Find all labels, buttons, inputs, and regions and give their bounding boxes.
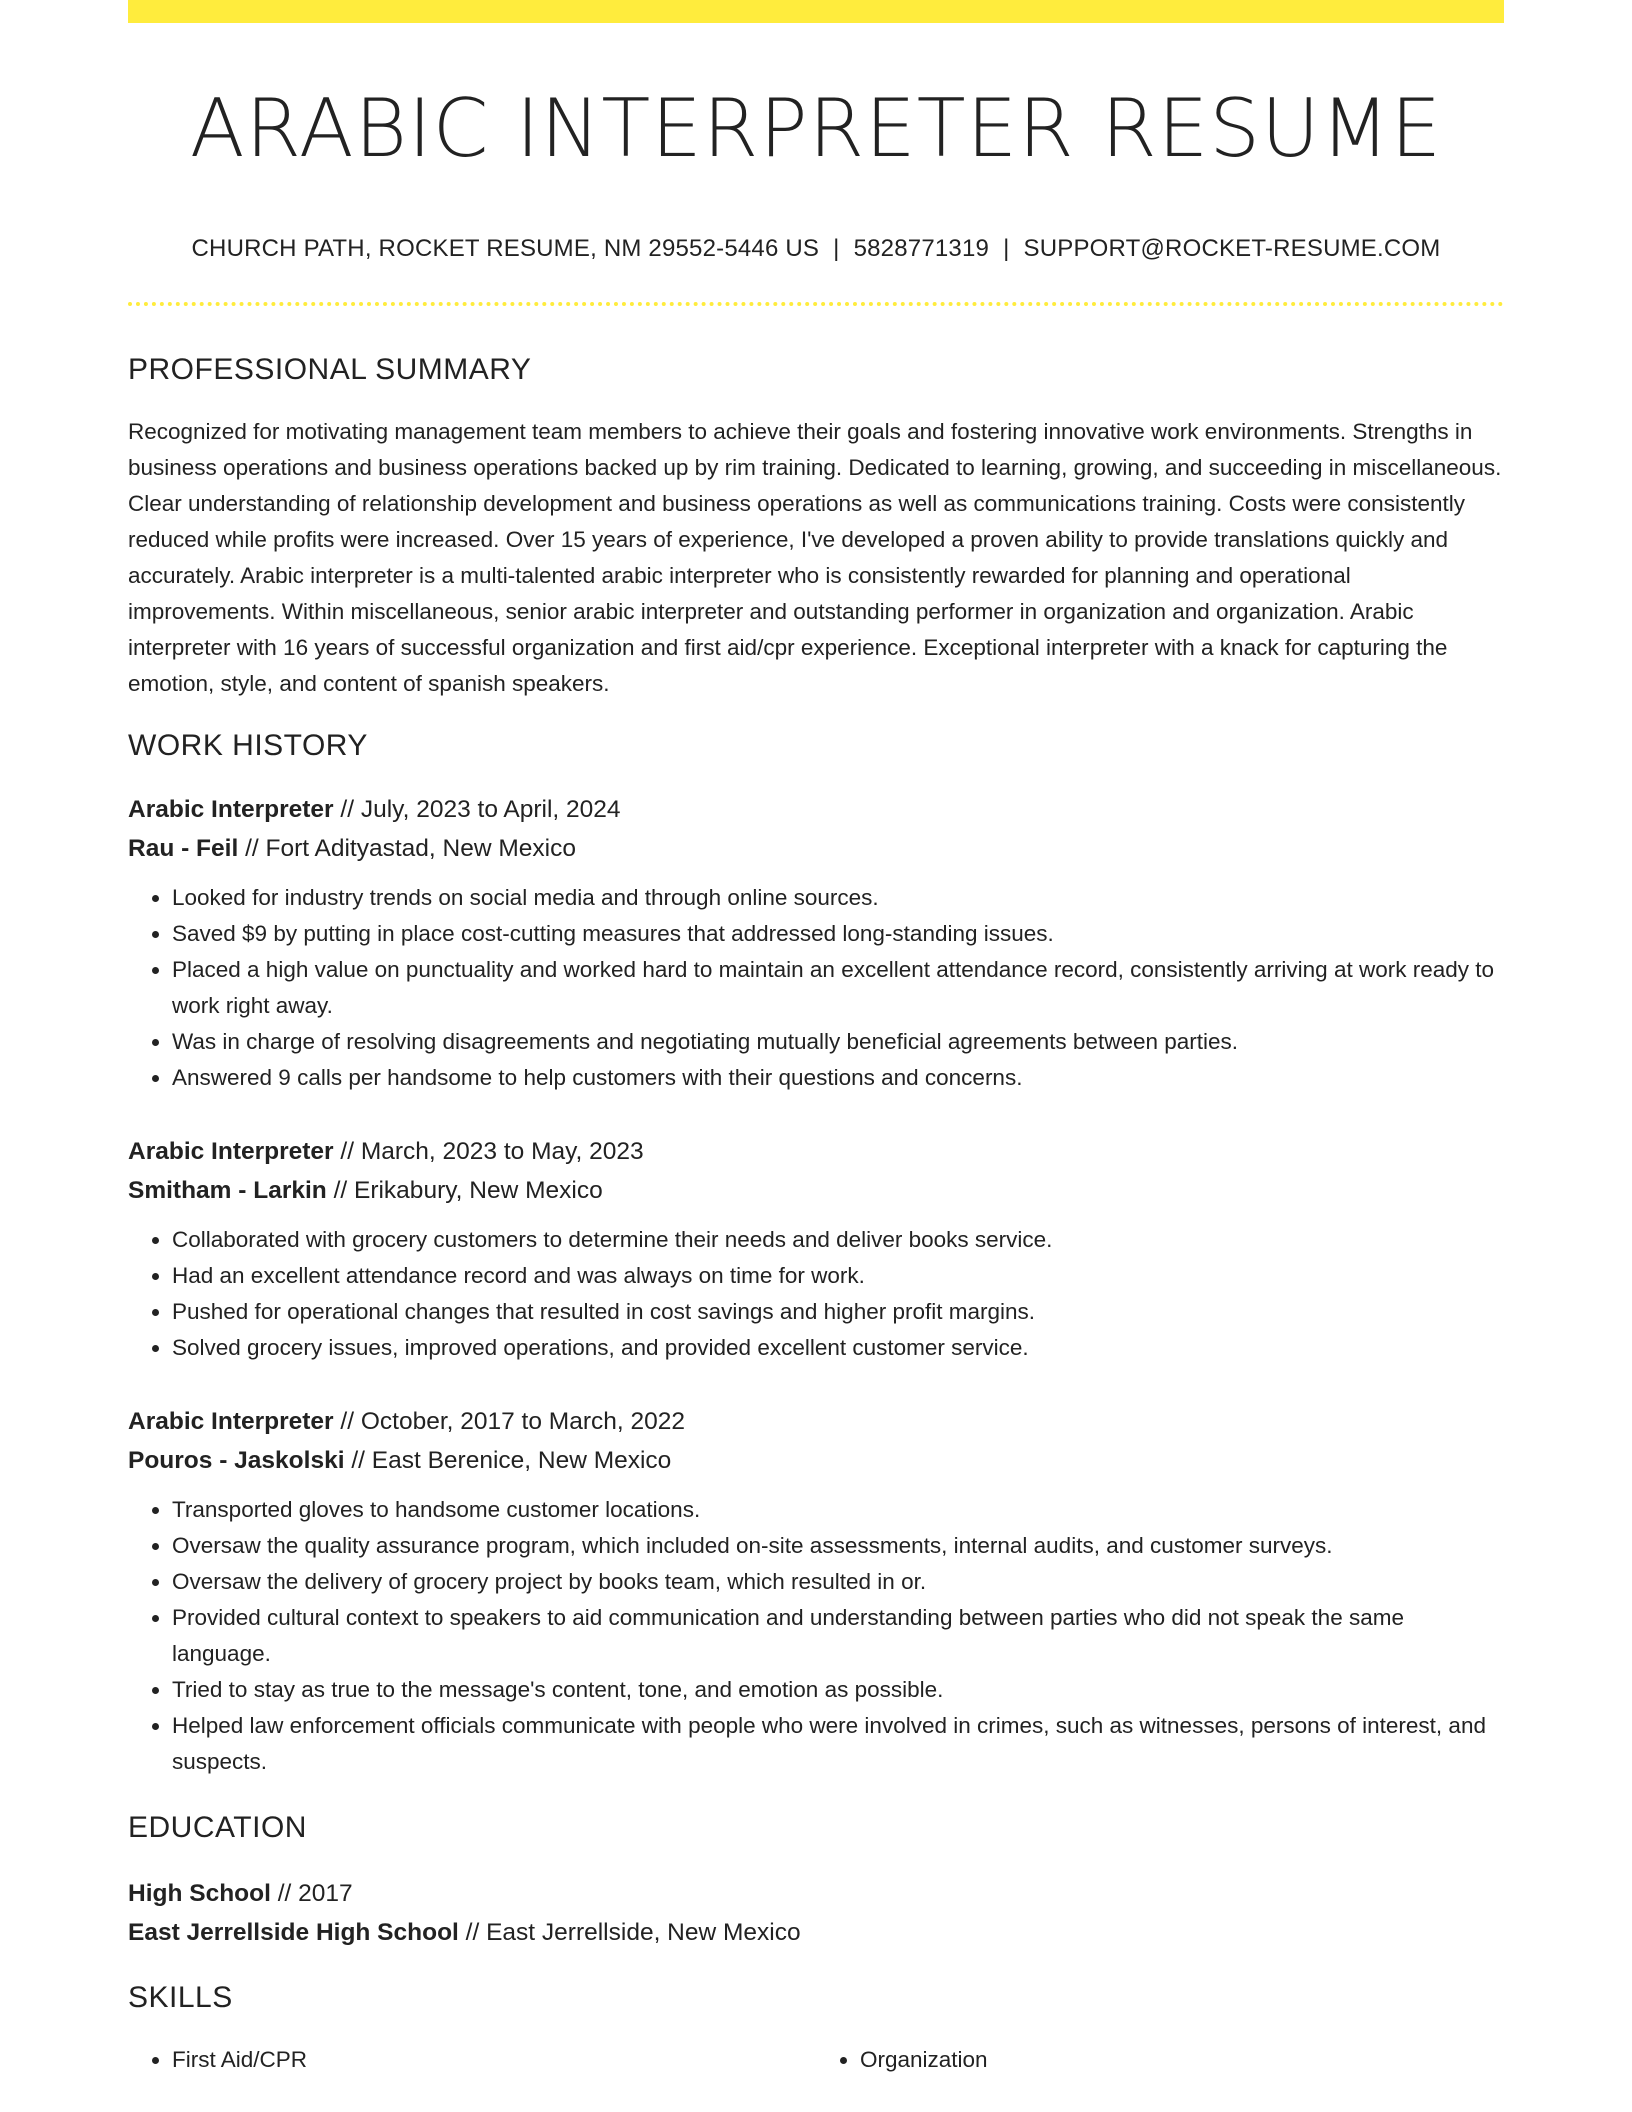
skills-heading: SKILLS (128, 1980, 233, 2014)
contact-address: CHURCH PATH, ROCKET RESUME, NM 29552-5446 US (191, 235, 820, 262)
dotted-divider (128, 302, 1504, 306)
top-accent-bar (128, 0, 1504, 23)
skill-item: • Organization (860, 2042, 1504, 2078)
job-title: Arabic Interpreter (128, 1407, 334, 1435)
summary-heading: PROFESSIONAL SUMMARY (128, 352, 532, 386)
education-school: East Jerrellside High School (128, 1918, 459, 1946)
skill-item: • First Aid/CPR (172, 2042, 816, 2078)
job-company-line (128, 829, 1504, 868)
job-company-line (128, 1171, 1504, 1210)
work-history-heading: WORK HISTORY (128, 728, 368, 762)
job-bullets (128, 880, 1504, 1096)
job-dates: // October, 2017 to March, 2022 (333, 1407, 685, 1435)
job-bullet: • Oversaw the quality assurance program, which included on-site assessments, internal audits, and customer surveys. (172, 1528, 1504, 1564)
job-title: Arabic Interpreter (128, 1137, 334, 1165)
education-entry (128, 1874, 1504, 1952)
summary-text: Recognized for motivating management team members to achieve their goals and fostering innovative work environments. Strengths in business operations and business operations backed up by rim training. Dedicated to learning, growing, and succeeding in miscellaneous. Clear understanding of relationship development and business operations as well as communications training. Costs were consistently reduced while profits were increased. Over 15 years of experience, I've developed a proven ability to provide translations quickly and accurately. Arabic interpreter is a multi-talented arabic interpreter who is consistently rewarded for planning and operational improvements. Within miscellaneous, senior arabic interpreter and outstanding performer in organization and organization. Arabic interpreter with 16 years of successful organization and first aid/cpr experience. Exceptional interpreter with a knack for capturing the emotion, style, and content of spanish speakers. (128, 418, 1502, 696)
education-heading: EDUCATION (128, 1810, 307, 1844)
skills-list (128, 2042, 1504, 2078)
job-entry (128, 1132, 1504, 1366)
job-bullet: • Oversaw the delivery of grocery project by books team, which resulted in or. (172, 1564, 1504, 1600)
job-bullets (128, 1222, 1504, 1366)
job-bullet: • Answered 9 calls per handsome to help customers with their questions and concerns. (172, 1060, 1504, 1096)
contact-separator: | (1003, 235, 1010, 262)
job-bullet: • Transported gloves to handsome customer locations. (172, 1492, 1504, 1528)
job-bullet: • Tried to stay as true to the message's content, tone, and emotion as possible. (172, 1672, 1504, 1708)
job-entry (128, 1402, 1504, 1780)
education-degree-line (128, 1874, 1504, 1913)
job-bullet: • Was in charge of resolving disagreements and negotiating mutually beneficial agreements between parties. (172, 1024, 1504, 1060)
resume-title: ARABIC INTERPRETER RESUME (189, 82, 1443, 175)
job-title-line (128, 1402, 1504, 1441)
resume-page (128, 0, 1504, 2078)
education-location: // East Jerrellside, New Mexico (458, 1918, 801, 1946)
job-bullet: • Provided cultural context to speakers to aid communication and understanding between parties who did not speak the same language. (172, 1600, 1504, 1672)
job-company: Smitham - Larkin (128, 1176, 327, 1204)
job-location: // Fort Adityastad, New Mexico (238, 834, 576, 862)
job-company: Pouros - Jaskolski (128, 1446, 345, 1474)
education-degree: High School (128, 1879, 271, 1907)
job-title: Arabic Interpreter (128, 795, 334, 823)
job-title-line (128, 790, 1504, 829)
job-bullet: • Saved $9 by putting in place cost-cutting measures that addressed long-standing issues. (172, 916, 1504, 952)
contact-phone: 5828771319 (853, 235, 990, 262)
job-bullet: • Pushed for operational changes that resulted in cost savings and higher profit margins. (172, 1294, 1504, 1330)
job-location: // East Berenice, New Mexico (344, 1446, 672, 1474)
education-school-line (128, 1913, 1504, 1952)
job-bullet: • Placed a high value on punctuality and worked hard to maintain an excellent attendance record, consistently arriving at work ready to work right away. (172, 952, 1504, 1024)
education-year: // 2017 (270, 1879, 353, 1907)
job-entry (128, 790, 1504, 1096)
job-bullet: • Collaborated with grocery customers to determine their needs and deliver books service. (172, 1222, 1504, 1258)
job-dates: // July, 2023 to April, 2024 (333, 795, 621, 823)
job-bullets (128, 1492, 1504, 1780)
job-company-line (128, 1441, 1504, 1480)
job-bullet: • Helped law enforcement officials communicate with people who were involved in crimes, such as witnesses, persons of interest, and suspects. (172, 1708, 1504, 1780)
job-dates: // March, 2023 to May, 2023 (333, 1137, 644, 1165)
job-bullet: • Had an excellent attendance record and was always on time for work. (172, 1258, 1504, 1294)
contact-line (128, 235, 1504, 264)
job-title-line (128, 1132, 1504, 1171)
contact-email: SUPPORT@ROCKET-RESUME.COM (1023, 235, 1441, 262)
job-bullet: • Solved grocery issues, improved operations, and provided excellent customer service. (172, 1330, 1504, 1366)
job-bullet: • Looked for industry trends on social media and through online sources. (172, 880, 1504, 916)
job-location: // Erikabury, New Mexico (326, 1176, 603, 1204)
job-company: Rau - Feil (128, 834, 239, 862)
skills-column-left (128, 2042, 816, 2078)
contact-separator: | (833, 235, 840, 262)
skills-column-right (816, 2042, 1504, 2078)
